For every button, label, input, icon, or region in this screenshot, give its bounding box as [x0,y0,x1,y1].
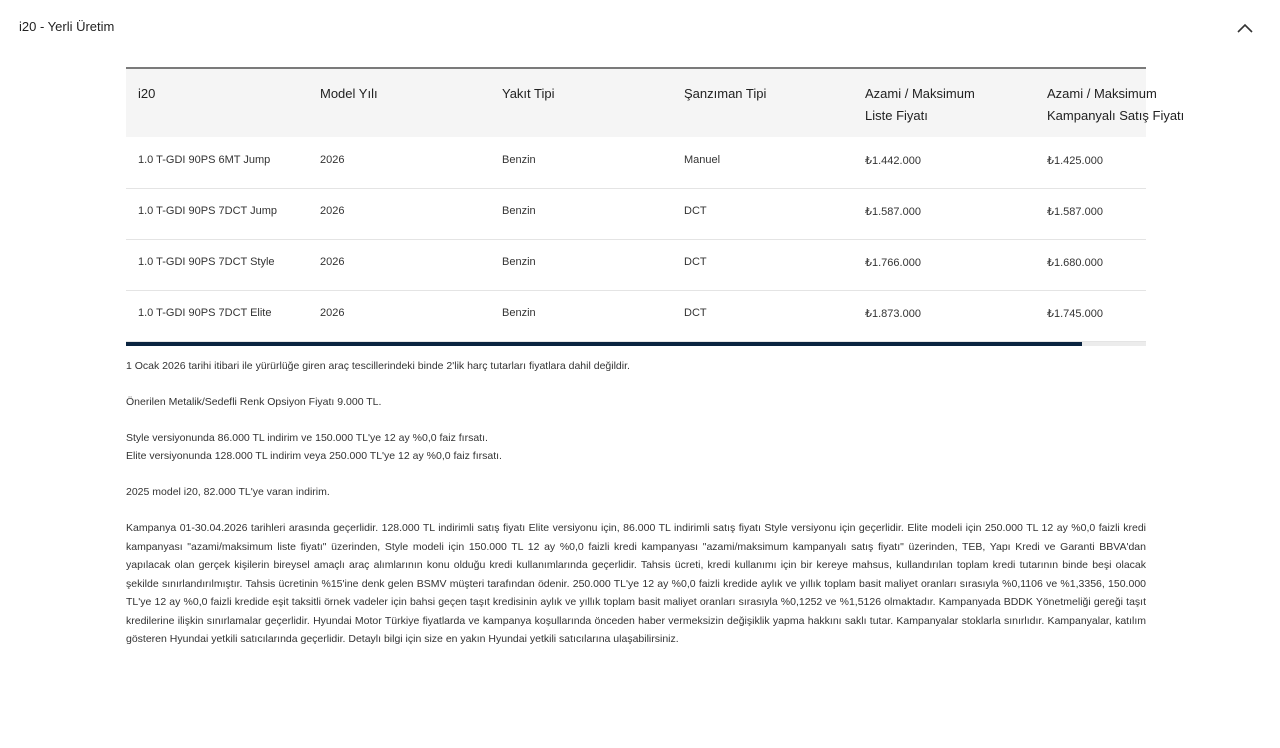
cell-version: 1.0 T-GDI 90PS 7DCT Style [138,256,275,268]
table-row [126,290,1146,342]
column-header-fuel: Yakıt Tipi [502,86,555,101]
cell-fuel: Benzin [502,205,536,217]
note-style-offer: Style versiyonunda 86.000 TL indirim ve 150.000 TL'ye 12 ay %0,0 faiz fırsatı. [126,432,488,444]
column-header-campaign-price [1047,83,1184,127]
cell-model-year: 2026 [320,154,345,166]
cell-version: 1.0 T-GDI 90PS 7DCT Jump [138,205,277,217]
accordion-header[interactable] [0,0,1280,56]
cell-fuel: Benzin [502,256,536,268]
cell-list-price: ₺1.442.000 [865,155,921,167]
cell-transmission: DCT [684,307,707,319]
cell-campaign-price: ₺1.680.000 [1047,257,1103,269]
cell-campaign-price: ₺1.745.000 [1047,308,1103,320]
table-row [126,137,1146,189]
column-header-list-price [865,83,975,127]
cell-transmission: Manuel [684,154,721,166]
table-row [126,188,1146,240]
horizontal-scrollbar-thumb[interactable] [126,342,1082,346]
cell-fuel: Benzin [502,154,536,166]
cell-version: 1.0 T-GDI 90PS 7DCT Elite [138,307,272,319]
cell-list-price: ₺1.587.000 [865,206,921,218]
note-color-option: Önerilen Metalik/Sedefli Renk Opsiyon Fiyatı 9.000 TL. [126,396,382,408]
cell-fuel: Benzin [502,307,536,319]
column-header-transmission: Şanzıman Tipi [684,86,767,101]
campaign-notes [126,357,1146,667]
column-header-campaign-price-line2: Kampanyalı Satış Fiyatı [1047,108,1185,123]
cell-model-year: 2026 [320,256,345,268]
note-model-2025: 2025 model i20, 82.000 TL'ye varan indirim. [126,486,330,498]
column-header-version: i20 [138,86,156,101]
chevron-up-icon[interactable] [1234,18,1256,40]
column-header-campaign-price-line1: Azami / Maksimum [1047,86,1157,101]
note-elite-offer: Elite versiyonunda 128.000 TL indirim veya 250.000 TL'ye 12 ay %0,0 faiz fırsatı. [126,450,502,462]
cell-campaign-price: ₺1.425.000 [1047,155,1103,167]
cell-version: 1.0 T-GDI 90PS 6MT Jump [138,154,271,166]
accordion-title[interactable]: i20 - Yerli Üretim [19,19,115,34]
cell-transmission: DCT [684,205,707,217]
cell-list-price: ₺1.873.000 [865,308,921,320]
table-row [126,239,1146,291]
table-header [126,69,1185,137]
cell-model-year: 2026 [320,307,345,319]
column-header-list-price-line1: Azami / Maksimum [865,86,975,101]
cell-campaign-price: ₺1.587.000 [1047,206,1103,218]
column-header-list-price-line2: Liste Fiyatı [865,108,928,123]
cell-model-year: 2026 [320,205,345,217]
note-campaign-terms: Kampanya 01-30.04.2026 tarihleri arasında geçerlidir. 128.000 TL indirimli satış fiyatı Elite versiyonu için, 86.000 TL indirimli satış fiyatı Style versiyonu için geçerlidir. Elite modeli için 250.000 TL 12 ay %0,0 faizli kredi kampanyası "azami/maksimum liste fiyatı" üzerinden, Style modeli için 150.000 TL 12 ay %0,0 faizli kredi kampanyası "azami/maksimum kampanyalı satış fiyatı" üzerinden, TEB, Yapı Kredi ve Garanti BBVA'dan yapılacak olan gerçek kişilerin bireysel amaçlı araç alımlarının konu olduğu kredi kullanımlarında geçerlidir. Tahsis ücreti, kredi kullanımı için bir kereye mahsus, kullandırılan toplam kredi tutarının binde beşi olacak şekilde sınırlandırılmıştır. Tahsis ücretinin %15'ine denk gelen BSMV müşteri tarafından ödenir. 250.000 TL'ye 12 ay %0,0 faizli kredide aylık ve yıllık toplam basit maliyet oranları sırasıyla %0,1106 ve %1,3356, 150.000 TL'ye 12 ay %0,0 faizli kredide eşit taksitli örnek vadeler için bahsi geçen taşıt kredisinin aylık ve yıllık toplam basit maliyet oranları sırasıyla %0,1252 ve %1,5126 olmaktadır. Kampanyada BDDK Yönetmeliği gereği taşıt kredilerine ilişkin sınırlamalar geçerlidir. Hyundai Motor Türkiye fiyatlarda ve kampanya koşullarında önceden haber vermeksizin değişiklik yapma hakkını saklı tutar. Kampanyalar stoklarla sınırlıdır. Kampanyalar, katılım gösteren Hyundai yetkili satıcılarında geçerlidir. Detaylı bilgi için size en yakın Hyundai yetkili satıcılarına ulaşabilirsiniz. [126,522,1146,645]
pricing-table [126,67,1185,347]
column-header-model-year: Model Yılı [320,86,378,101]
note-harc: 1 Ocak 2026 tarihi itibari ile yürürlüğe giren araç tescillerindeki binde 2'lik harç tutarları fiyatlara dahil değildir. [126,360,630,372]
cell-transmission: DCT [684,256,707,268]
cell-list-price: ₺1.766.000 [865,257,921,269]
